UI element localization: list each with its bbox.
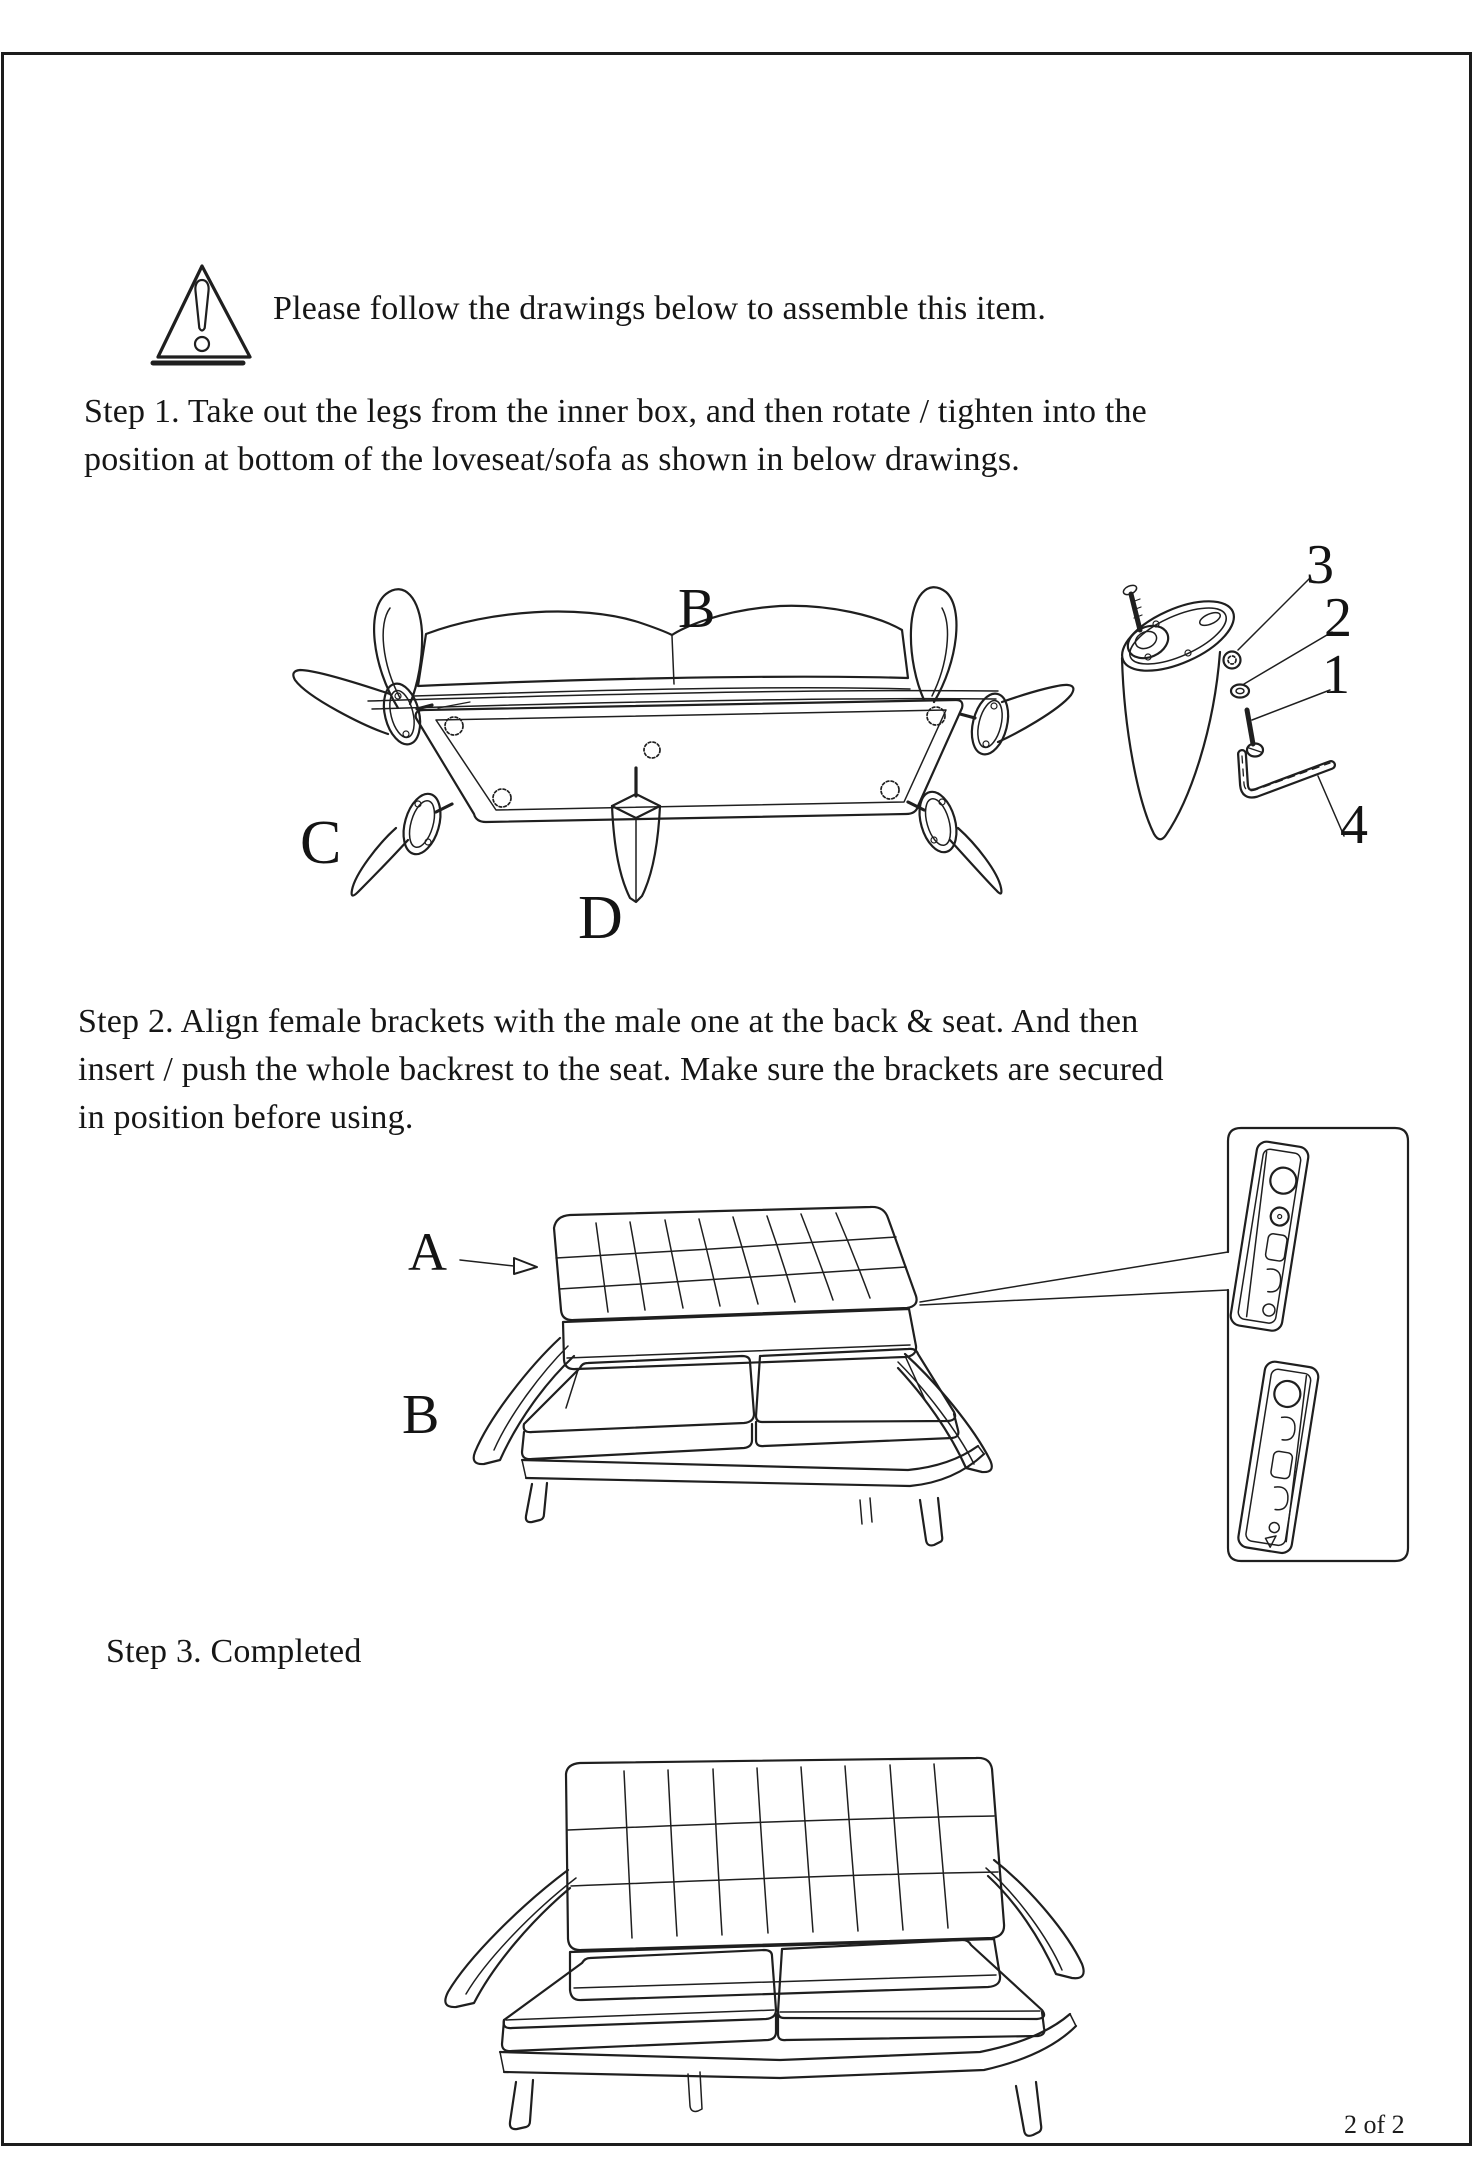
warning-triangle-icon xyxy=(150,260,254,374)
leg-with-mounting-plate xyxy=(1112,583,1244,839)
step1-sofa-bottom-diagram xyxy=(250,538,1080,970)
sofa-base-completed xyxy=(445,1860,1083,2136)
part-number-allen-key: 4 xyxy=(1340,794,1368,856)
label-backrest-a: A xyxy=(408,1222,447,1282)
bracket-lower xyxy=(1237,1360,1320,1554)
bottom-deck-panel xyxy=(416,700,963,822)
label-a-arrow xyxy=(460,1258,537,1274)
label-back-b: B xyxy=(678,578,716,640)
step2-text-line1: Step 2. Align female brackets with the male one at the back & seat. And then xyxy=(78,1003,1139,1040)
page-number: 2 of 2 xyxy=(1344,2110,1405,2139)
bracket-upper xyxy=(1229,1140,1309,1332)
allen-key-part xyxy=(1242,754,1331,794)
step1-text-line2: position at bottom of the loveseat/sofa as shown in below drawings. xyxy=(84,441,1020,478)
step3-text: Step 3. Completed xyxy=(106,1633,362,1670)
step2-text-line3: in position before using. xyxy=(78,1099,414,1136)
warning-text: Please follow the drawings below to assemble this item. xyxy=(273,290,1047,327)
label-center-leg-d: D xyxy=(578,884,623,952)
part-number-nut: 3 xyxy=(1306,534,1334,596)
part-number-washer: 2 xyxy=(1324,587,1352,649)
corner-leg-bottom-right xyxy=(908,788,1001,894)
label-corner-leg-c: C xyxy=(300,809,342,877)
part-number-bolt: 1 xyxy=(1322,644,1350,706)
step1-text-line1: Step 1. Take out the legs from the inner box, and then rotate / tighten into the xyxy=(84,393,1147,430)
flipped-seat-cushions xyxy=(414,606,910,696)
step2-text-line2: insert / push the whole backrest to the seat. Make sure the brackets are secured xyxy=(78,1051,1164,1088)
tufted-backrest xyxy=(554,1207,926,1408)
corner-leg-top-right xyxy=(960,685,1073,758)
nut-part xyxy=(1224,652,1241,669)
center-leg xyxy=(612,768,660,902)
step2-bracket-inset xyxy=(905,1118,1415,1563)
washer-part xyxy=(1231,685,1249,698)
step3-completed-diagram xyxy=(420,1730,1100,2150)
corner-leg-bottom-left xyxy=(352,790,452,896)
label-base-b: B xyxy=(402,1384,440,1446)
tufted-backrest-completed xyxy=(566,1758,1004,2000)
